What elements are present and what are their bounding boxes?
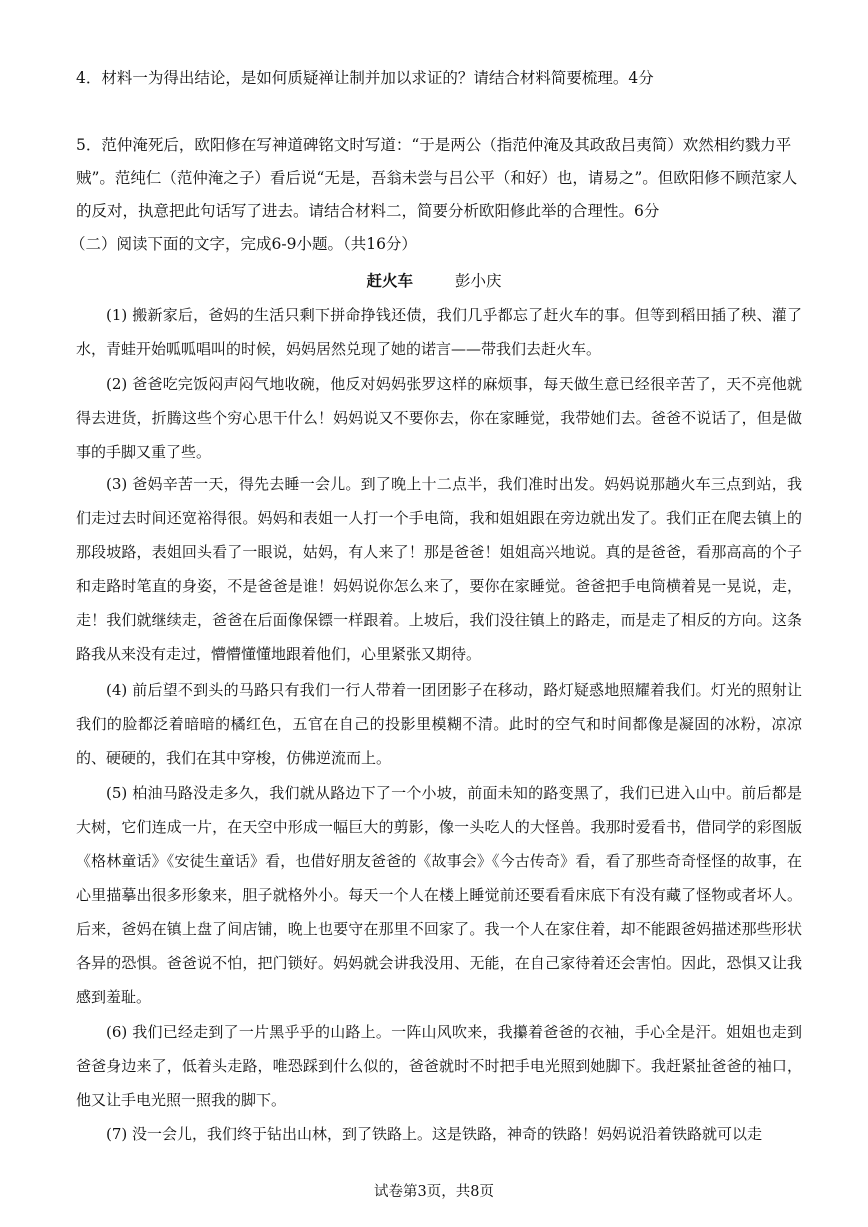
- article-author: 彭小庆: [455, 272, 502, 290]
- question-5: 5．范仲淹死后，欧阳修在写神道碑铭文时写道：“于是两公（指范仲淹及其政敌吕夷简）欢然相约戮力平贼”。范纯仁（范仲淹之子）看后说“无是，吾翁未尝与吕公平（和好）也，请易之”。但欧阳修不顾范家人的反对，执意把此句话写了进去。请结合材料二，简要分析欧阳修此举的合理性。6分: [76, 136, 798, 220]
- paragraph-1: (1) 搬新家后，爸妈的生活只剩下拼命挣钱还债，我们几乎都忘了赶火车的事。但等到稻田插了秧、灌了水，青蛙开始呱呱唱叫的时候，妈妈居然兑现了她的诺言——带我们去赶火车。: [76, 306, 802, 358]
- paragraph-4: (4) 前后望不到头的马路只有我们一行人带着一团团影子在移动，路灯疑惑地照耀着我们。灯光的照射让我们的脸都泛着暗暗的橘红色，五官在自己的投影里模糊不清。此时的空气和时间都像是凝固的冰粉，凉凉的、硬硬的，我们在其中穿梭，仿佛逆流而上。: [76, 681, 802, 767]
- section-heading: （二）阅读下面的文字，完成6-9小题。（共16分）: [70, 235, 417, 253]
- paragraph-7: (7) 没一会儿，我们终于钻出山林，到了铁路上。这是铁路，神奇的铁路！妈妈说沿着铁路就可以走: [106, 1125, 763, 1143]
- article-title-line: [0, 269, 868, 291]
- paragraph-5: (5) 柏油马路没走多久，我们就从路边下了一个小坡，前面未知的路变黑了，我们已进入山中。前后都是大树，它们连成一片，在天空中形成一幅巨大的剪影，像一头吃人的大怪兽。我那时爱看书，借同学的彩图版《格林童话》《安徒生童话》看，也借好朋友爸爸的《故事会》《今古传奇》看，看了那些奇奇怪怪的故事，在心里描摹出很多形象来，胆子就格外小。每天一个人在楼上睡觉前还要看看床底下有没有藏了怪物或者坏人。后来，爸妈在镇上盘了间店铺，晚上也要守在那里不回家了。我一个人在家住着，却不能跟爸妈描述那些形状各异的恐惧。爸爸说不怕，把门锁好。妈妈就会讲我没用、无能，在自己家待着还会害怕。因此，恐惧又让我感到羞耻。: [76, 784, 802, 1006]
- page-footer: 试卷第3页，共8页: [374, 1184, 494, 1200]
- paragraph-6: (6) 我们已经走到了一片黑乎乎的山路上。一阵山风吹来，我攥着爸爸的衣袖，手心全是汗。姐姐也走到爸爸身边来了，低着头走路，唯恐踩到什么似的，爸爸就时不时把手电光照到她脚下。我赶紧扯爸爸的袖口，他又让手电光照一照我的脚下。: [76, 1023, 802, 1109]
- article-title: 赶火车: [366, 271, 413, 290]
- question-4: 4．材料一为得出结论，是如何质疑禅让制并加以求证的？请结合材料简要梳理。4分: [76, 69, 654, 87]
- paragraph-3: (3) 爸妈辛苦一天，得先去睡一会儿。到了晚上十二点半，我们准时出发。妈妈说那趟火车三点到站，我们走过去时间还宽裕得很。妈妈和表姐一人打一个手电筒，我和姐姐跟在旁边就出发了。我们正在爬去镇上的那段坡路，表姐回头看了一眼说，姑妈，有人来了！那是爸爸！姐姐高兴地说。真的是爸爸，看那高高的个子和走路时笔直的身姿，不是爸爸是谁！妈妈说你怎么来了，要你在家睡觉。爸爸把手电筒横着晃一晃说，走，走！我们就继续走，爸爸在后面像保镖一样跟着。上坡后，我们没往镇上的路走，而是走了相反的方向。这条路我从来没有走过，懵懵懂懂地跟着他们，心里紧张又期待。: [76, 475, 802, 663]
- paragraph-2: (2) 爸爸吃完饭闷声闷气地收碗，他反对妈妈张罗这样的麻烦事，每天做生意已经很辛苦了，天不亮他就得去进货，折腾这些个穷心思干什么！妈妈说又不要你去，你在家睡觉，我带她们去。爸爸不说话了，但是做事的手脚又重了些。: [76, 375, 802, 461]
